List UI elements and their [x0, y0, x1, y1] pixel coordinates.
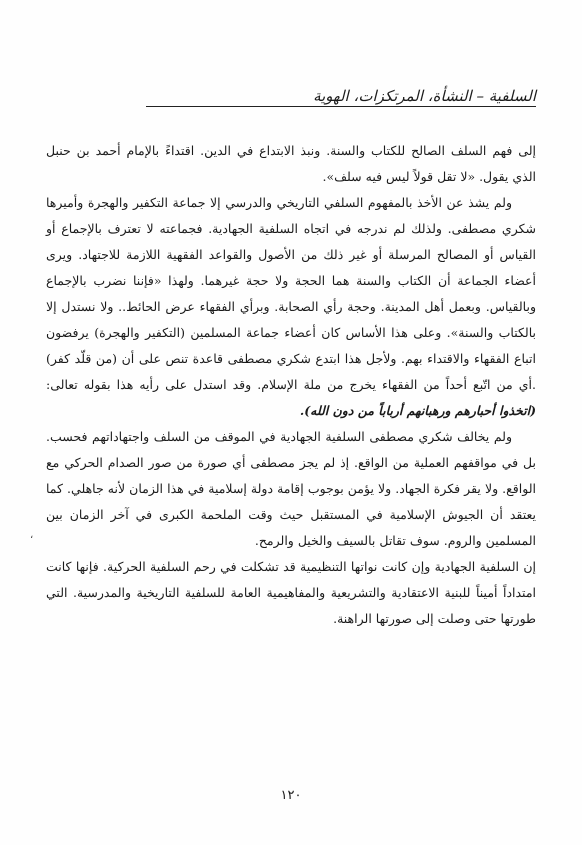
page-number: ١٢٠ — [280, 788, 302, 803]
header-rule — [146, 106, 536, 107]
paragraph-4: إن السلفية الجهادية وإن كانت نواتها التنظيمية قد تشكلت في رحم السلفية الحركية. فإنها كانت امتداداً أميناً للبنية الاعتقادية والتشريعية والمفاهيمية العامة للسلفية التاريخية والمدرسية. التي طورتها حتى وصلت إلى صورتها الراهنة. — [46, 559, 536, 626]
margin-mark: ، — [30, 530, 34, 541]
main-text — [46, 138, 536, 632]
paragraph-3: ولم يخالف شكري مصطفى السلفية الجهادية في الموقف من السلف واجتهاداتهم فحسب. بل في مواقفهم العملية من الواقع. إذ لم يجز مصطفى أي صورة من صور الصدام الحركي مع الواقع. ولا يقر فكرة الجهاد. ولا يؤمن بوجوب إقامة دولة إسلامية في هذا الزمان لأنه جاهلي. كما يعتقد أن الجيوش الإسلامية في المستقبل حيث وقت الملحمة الكبرى في آخر الزمان بين المسلمين والروم. سوف تقاتل بالسيف والخيل والرمح. — [46, 429, 536, 548]
running-head-title: السلفية – النشأة، المرتكزات، الهوية — [313, 87, 536, 105]
quran-quote: (اتخذوا أحبارهم ورهبانهم أرباباً من دون الله). — [299, 403, 536, 418]
paragraph-2 — [46, 190, 536, 424]
paragraph-2-text: ولم يشذ عن الأخذ بالمفهوم السلفي التاريخي والدرسي إلا جماعة التكفير والهجرة وأميرها شكري مصطفى. ولذلك لم ندرجه في اتجاه السلفية الجهادية. فجماعته لا تعترف بالإجماع أو القياس أو المصالح المرسلة أو غير ذلك من الأصول والقواعد الفقهية اللازمة للاجتهاد. ويرى أعضاء الجماعة أن الكتاب والسنة هما الحجة ولا حجة غيرهما. ولهذا «فإننا نضرب بالإجماع وبالقياس. وبعمل أهل المدينة. وحجة رأي الصحابة. وبرأي الفقهاء عرض الحائط.. ولا نستدل إلا بالكتاب والسنة». وعلى هذا الأساس كان أعضاء جماعة المسلمين (التكفير والهجرة) يرفضون اتباع الفقهاء والاقتداء بهم. ولأجل هذا ابتدع شكري مصطفى قاعدة تنص على أن (من قلّد كفر) .أي من اتّبع أحداً من الفقهاء يخرج من ملة الإسلام. وقد استدل على رأيه هذا بقوله تعالى: — [46, 195, 536, 392]
paragraph-1: إلى فهم السلف الصالح للكتاب والسنة. ونبذ الابتداع في الدين. اقتداءً بالإمام أحمد بن حنبل الذي يقول. «لا تقل قولاً ليس فيه سلف». — [46, 143, 536, 184]
